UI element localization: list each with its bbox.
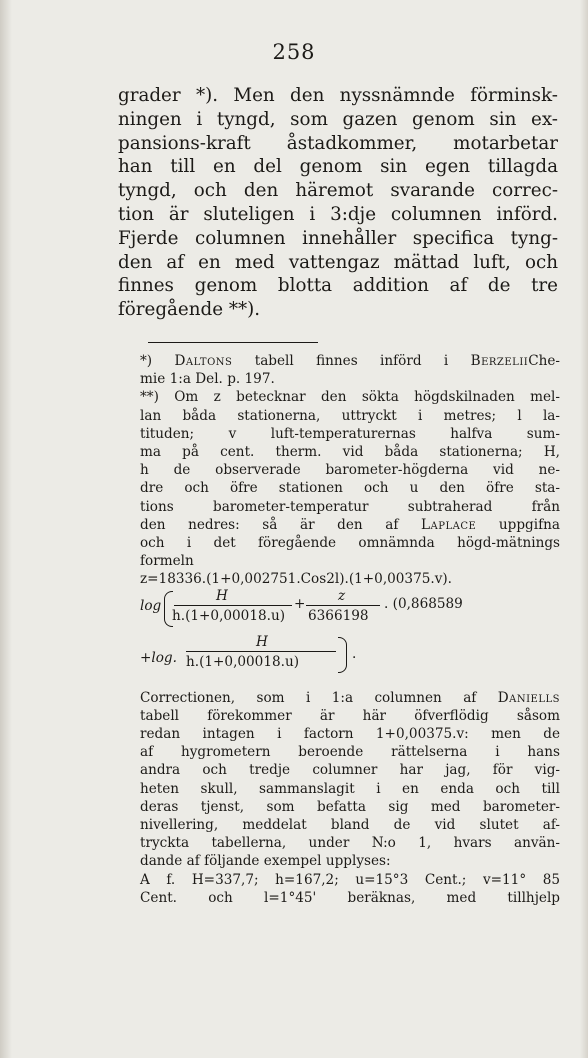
formula-numerator: z (338, 587, 346, 604)
footnotes (140, 352, 560, 907)
main-line: tyngd, och den häremot svarande correc- (118, 180, 558, 202)
author-name: Daltons (174, 353, 233, 369)
footnote-2-line: ma på cent. therm. vid båda stationerna; H, (140, 444, 560, 461)
correction-line: andra och tredje columner har jag, för vig- (140, 762, 560, 779)
page-edge-left (0, 0, 12, 1058)
main-line: den af en med vattengaz mättad luft, och (118, 251, 558, 273)
author-name: Berzelii (470, 353, 529, 369)
main-line: ningen i tyngd, som gazen genom sin ex- (118, 108, 558, 130)
correction-line: dande af följande exempel upplyses: (140, 853, 391, 870)
footnote-2-line: lan båda stationerna, uttryckt i metres; l la- (140, 407, 560, 424)
formula-denominator: h.(1+0,00018.u) (186, 653, 300, 670)
formula-block (140, 587, 560, 687)
formula-fraction-bar (174, 605, 292, 606)
formula-brace-right (338, 637, 347, 673)
footnote-marker: *) (140, 353, 153, 369)
page-number: 258 (272, 40, 316, 64)
formula-plus-log: +log. (140, 649, 177, 666)
correction-line: A f. H=337,7; h=167,2; u=15°3 Cent.; v=11° 85 (140, 871, 560, 888)
footnote-2-line: tions barometer-temperatur subtraherad från (140, 498, 560, 515)
main-line: grader *). Men den nyssnämnde förminsk- (118, 85, 558, 106)
page-edge-right (580, 0, 588, 1058)
formula-plus: + (294, 595, 306, 612)
correction-line: deras tjenst, som befatta sig med barometer- (140, 798, 560, 815)
formula-numerator: H (216, 587, 228, 604)
footnote-text: Che- (528, 353, 561, 369)
footnote-2-line: och i det föregående omnämnda högd-mätnings (140, 535, 560, 552)
author-name: Daniells (497, 689, 560, 706)
formula-fraction-bar (186, 651, 336, 652)
correction-line: heten skull, sammanslagit i en enda och till (140, 780, 560, 797)
formula-denominator: h.(1+0,00018.u) (172, 607, 286, 624)
main-line: pansions-kraft åstadkommer, motarbetar (118, 132, 558, 154)
formula-log: log (140, 597, 162, 614)
correction-line: Cent. och l=1°45' beräknas, med tillhjelp (140, 889, 560, 906)
footnote-1-line (140, 352, 560, 370)
correction-line: tryckta tabellerna, under N:o 1, hvars använ- (140, 835, 560, 852)
main-line: föregående **). (118, 299, 261, 321)
correction-line: tabell förekommer är här öfverflödig såsom (140, 707, 560, 724)
footnote-2-line: **) Om z betecknar den sökta högdskilnaden mel- (140, 389, 560, 406)
footnote-2-line: formeln (140, 553, 194, 570)
correction-line (140, 689, 560, 707)
author-name: Laplace (421, 516, 477, 533)
footnote-divider (148, 342, 318, 343)
correction-text: Correctionen, som i 1:a columnen af (140, 689, 498, 706)
correction-line: nivellering, meddelat bland de vid slutet af- (140, 817, 560, 834)
footnote-text: tabell finnes införd i (232, 353, 471, 369)
main-line: han till en del genom sin egen tillagda (118, 156, 558, 178)
formula-numerator: H (256, 633, 268, 650)
footnote-2-line (140, 516, 560, 534)
correction-line: redan intagen i factorn 1+0,00375.v: men de (140, 726, 560, 743)
main-line: tion är sluteligen i 3:dje columnen införd. (118, 203, 558, 225)
footnote-2-line: h de observerade barometer-högderna vid ne- (140, 462, 560, 479)
footnote-1-line: mie 1:a Del. p. 197. (140, 371, 275, 388)
formula-denominator: 6366198 (308, 607, 369, 624)
footnote-text: uppgifna (476, 516, 560, 533)
footnote-text: den nedres: så är den af (140, 516, 421, 533)
footnote-2-line: tituden; v luft-temperaturernas halfva sum- (140, 425, 560, 442)
main-line: finnes genom blotta addition af de tre (118, 275, 558, 297)
formula-line-1: z=18336.(1+0,002751.Cos2l).(1+0,00375.v). (140, 571, 453, 588)
footnote-2-line: dre och öfre stationen och u den öfre sta- (140, 480, 560, 497)
main-paragraph (118, 84, 558, 322)
formula-fraction-bar (306, 605, 380, 606)
formula-end: . (352, 645, 357, 662)
formula-factor: . (0,868589 (384, 595, 463, 612)
correction-line: af hygrometern beroende rättelserna i hans (140, 744, 560, 761)
main-line: Fjerde columnen innehåller specifica tyng- (118, 227, 558, 249)
